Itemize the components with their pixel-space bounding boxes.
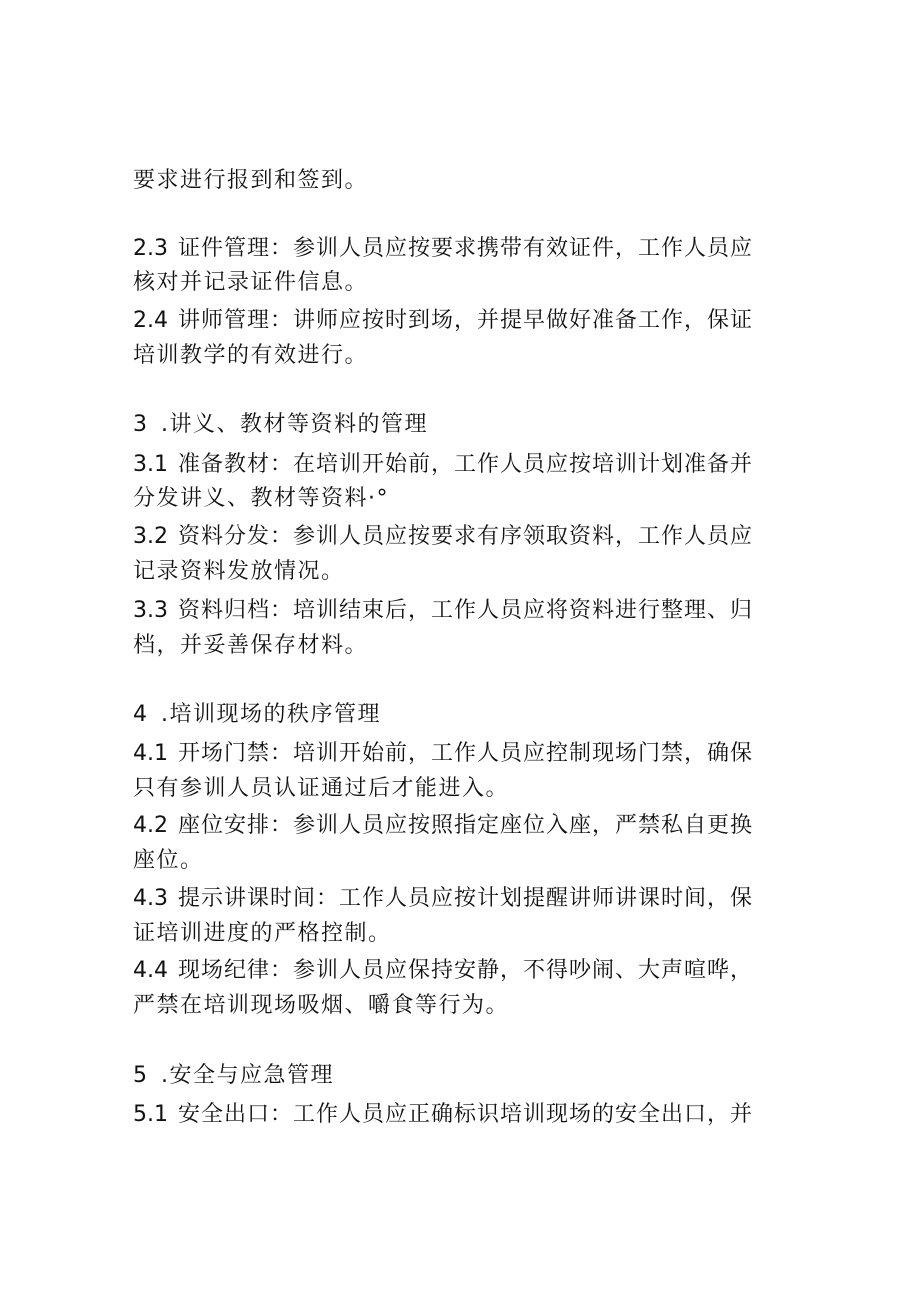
line-text: 培训教学的有效进行。 <box>133 343 369 368</box>
line-text: 座位安排：参训人员应按照指定座位入座，严禁私自更换 <box>178 813 754 838</box>
section-number: 3.1 <box>133 452 168 477</box>
line-text: 开场门禁：培训开始前，工作人员应控制现场门禁，确保 <box>178 741 754 766</box>
section-number: 4.2 <box>133 813 168 838</box>
paragraph-line <box>133 166 368 196</box>
paragraph-line <box>133 884 753 914</box>
line-text: 准备教材：在培训开始前，工作人员应按培训计划准备并 <box>178 452 754 477</box>
paragraph-line <box>133 557 345 587</box>
line-text: 提示讲课时间：工作人员应按计划提醒讲师讲课时间，保 <box>178 886 754 911</box>
paragraph-line <box>133 234 753 264</box>
paragraph-line <box>133 846 204 876</box>
section-number: 4 <box>133 702 147 727</box>
line-text: 座位。 <box>133 848 204 873</box>
paragraph-line <box>133 956 753 986</box>
paragraph-line <box>133 484 389 514</box>
line-text: 分发讲义、教材等资料·° <box>133 486 389 511</box>
heading-text: .培训现场的秩序管理 <box>161 702 381 727</box>
line-text: 资料分发：参训人员应按要求有序领取资料，工作人员应 <box>178 524 754 549</box>
section-heading <box>133 410 428 440</box>
line-text: 记录资料发放情况。 <box>133 559 345 584</box>
section-number: 4.1 <box>133 741 168 766</box>
line-text: 讲师管理：讲师应按时到场，并提早做好准备工作，保证 <box>178 308 754 333</box>
section-heading <box>133 1061 334 1091</box>
paragraph-line <box>133 268 368 298</box>
section-number: 4.3 <box>133 886 168 911</box>
line-text: 资料归档：培训结束后，工作人员应将资料进行整理、归 <box>178 598 754 623</box>
section-number: 5.1 <box>133 1102 168 1127</box>
section-number: 2.3 <box>133 236 168 261</box>
paragraph-line <box>133 341 368 371</box>
paragraph-line <box>133 522 753 552</box>
heading-text: .讲义、教材等资料的管理 <box>161 412 428 437</box>
paragraph-line <box>133 306 753 336</box>
section-number: 3.2 <box>133 524 168 549</box>
paragraph-line <box>133 811 753 841</box>
section-number: 3.3 <box>133 598 168 623</box>
paragraph-line <box>133 739 753 769</box>
paragraph-line <box>133 1100 753 1130</box>
line-text: 严禁在培训现场吸烟、嚼食等行为。 <box>133 993 510 1018</box>
line-text: 证培训进度的严格控制。 <box>133 921 392 946</box>
line-text: 核对并记录证件信息。 <box>133 270 369 295</box>
paragraph-line <box>133 631 368 661</box>
paragraph-line <box>133 919 392 949</box>
paragraph-line <box>133 450 753 480</box>
line-text: 证件管理：参训人员应按要求携带有效证件，工作人员应 <box>178 236 754 261</box>
line-text: 档，并妥善保存材料。 <box>133 633 369 658</box>
line-text: 要求进行报到和签到。 <box>133 168 369 193</box>
paragraph-line <box>133 596 753 626</box>
line-text: 现场纪律：参训人员应保持安静，不得吵闹、大声喧哗， <box>178 958 754 983</box>
line-text: 安全出口：工作人员应正确标识培训现场的安全出口，并 <box>178 1102 754 1127</box>
section-heading <box>133 700 381 730</box>
paragraph-line <box>133 774 509 804</box>
section-number: 2.4 <box>133 308 168 333</box>
line-text: 只有参训人员认证通过后才能进入。 <box>133 776 510 801</box>
section-number: 4.4 <box>133 958 168 983</box>
paragraph-line <box>133 991 509 1021</box>
heading-text: .安全与应急管理 <box>161 1063 334 1088</box>
section-number: 3 <box>133 412 147 437</box>
section-number: 5 <box>133 1063 147 1088</box>
